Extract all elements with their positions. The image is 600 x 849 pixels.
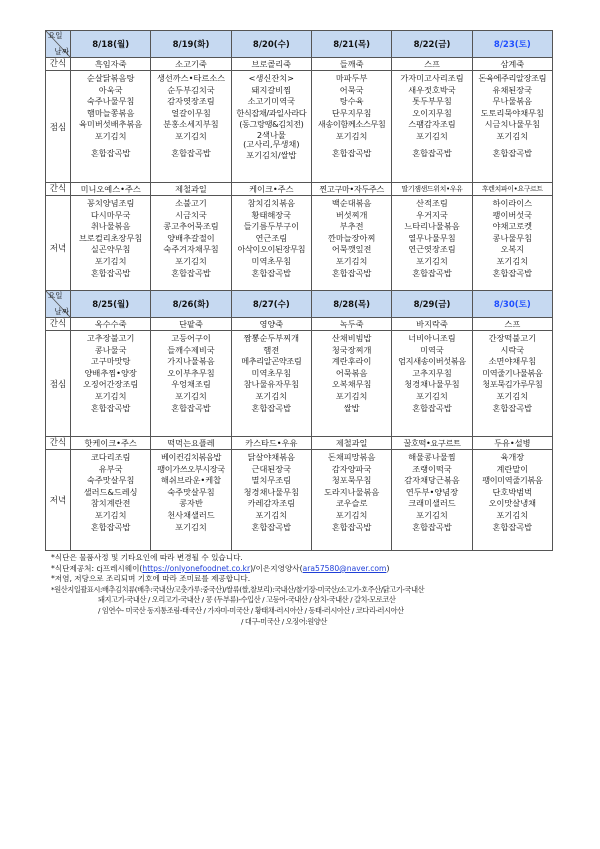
snack-cell: 미니오예스•주스 <box>71 183 151 196</box>
lunch-cell <box>392 71 472 183</box>
dish: 양배추찜•양장 <box>84 367 137 378</box>
dish: 메추리알곤약조림 <box>241 356 302 367</box>
dish: 어묵국 <box>339 84 364 95</box>
corner-label-day: 요일 <box>48 291 63 300</box>
dish: 팽이미역줄기볶음 <box>482 475 543 486</box>
dinner-row <box>46 196 553 300</box>
dish: 고구마맛탕 <box>90 356 131 367</box>
snack-cell: 영양죽 <box>231 318 311 331</box>
dish: 2색나물 (고사리,무생채) <box>243 129 300 150</box>
header-row <box>46 31 553 58</box>
dish: 포기김치 <box>255 390 288 401</box>
dish: 계란말이 <box>496 463 529 474</box>
snack-cell: 케이크•주스 <box>231 183 311 196</box>
dinner-cell <box>151 196 231 300</box>
dish: 버섯찌개 <box>335 209 368 220</box>
dish: 감자엿장조림 <box>167 96 215 107</box>
dish: 포기김치 <box>175 521 207 532</box>
dish: 포기김치 <box>416 130 448 141</box>
dish: 시금치나물무침 <box>484 119 540 130</box>
note-low-salt: *저염, 저당으로 조리되며 기호에 따라 조미료를 제공합니다. <box>51 574 251 584</box>
dish: 포기김치 <box>335 130 368 141</box>
dish: 샐러드&드레싱 <box>83 486 138 497</box>
dish: 생선까스•타르소스 <box>156 73 226 83</box>
dish: 혼합잡곡밥 <box>492 521 533 532</box>
dinner-cell <box>392 196 472 300</box>
snack-cell: 카스타드•우유 <box>231 437 311 450</box>
row-label-dinner: 저녁 <box>46 450 71 551</box>
date-header: 8/27(수) <box>231 291 311 318</box>
dish: 마파두부 <box>335 73 368 83</box>
note-origin-3: / 임연수- 미국산 동지통조림-태국산 / 가자미-미국산 / 황태채-러시아산 / 동태-러시아산 / 코다리-러시아산 <box>98 605 404 615</box>
lunch-cell <box>472 331 552 437</box>
corner-cell <box>46 291 71 318</box>
date-header: 8/22(금) <box>392 31 472 58</box>
note-provider <box>51 564 551 575</box>
dish: 혼합잡곡밥 <box>251 402 292 413</box>
dish: 숙주나물무침 <box>86 96 135 107</box>
lunch-cell <box>71 331 151 437</box>
row-label-dinner: 저녁 <box>46 196 71 300</box>
dish: 엄지새송이버섯볶음 <box>398 356 466 367</box>
snack-cell: 두유•설병 <box>472 437 552 450</box>
dish: 오복채무침 <box>331 379 372 390</box>
dish: 숙주겨자채무침 <box>163 244 219 255</box>
dish: 해쉬브라운•케찹 <box>160 475 222 486</box>
dish: 고추장불고기 <box>86 333 135 343</box>
date-header: 8/26(화) <box>151 291 231 318</box>
date-header: 8/20(수) <box>231 31 311 58</box>
dish: 천사채샐러드 <box>167 509 215 520</box>
footnotes <box>51 553 551 627</box>
dish: 포기김치 <box>416 390 448 401</box>
dish: 혼합잡곡밥 <box>492 147 533 158</box>
dish: 실곤약무침 <box>90 244 131 255</box>
corner-label-date: 날짜 <box>54 307 69 316</box>
note-change-notice: *식단은 물품사정 및 기타요인에 따라 변경될 수 있습니다. <box>51 553 243 562</box>
snack-cell: 삼계죽 <box>472 58 552 71</box>
row-label-snack: 간식 <box>46 318 71 331</box>
dish: 포기김치 <box>175 255 207 266</box>
dish: 단무지무침 <box>331 107 372 118</box>
dish: 부추전 <box>339 221 364 232</box>
dish: 꽁치양념조림 <box>86 198 135 208</box>
dish: 혼합잡곡밥 <box>171 402 211 413</box>
dish: 산채비빔밥 <box>331 333 372 343</box>
snack-cell: 꿀호떡•요구르트 <box>392 437 472 450</box>
afternoon-snack-row <box>46 183 553 196</box>
dish: 포기김치 <box>496 130 529 141</box>
dish: 포기김치/쌀밥 <box>246 149 297 160</box>
dish: 청포묵무침 <box>331 475 372 486</box>
date-header-saturday: 8/23(토) <box>472 31 552 58</box>
dish: 포기김치 <box>175 390 207 401</box>
snack-cell: 브로콜리죽 <box>231 58 311 71</box>
dish: 혼합잡곡밥 <box>412 147 452 158</box>
lunch-cell <box>311 71 391 183</box>
dish: 혼합잡곡밥 <box>90 267 131 278</box>
dish: 참나물유자무침 <box>243 379 299 390</box>
dish: 하이라이스 <box>492 198 533 208</box>
dish: 팽이가쓰오부시장국 <box>157 463 225 474</box>
dish: 톳두부무침 <box>412 96 452 107</box>
dinner-cell <box>472 196 552 300</box>
dish: 탕수육 <box>339 96 364 107</box>
dish: 혼합잡곡밥 <box>331 267 372 278</box>
dish: 아욱국 <box>98 84 123 95</box>
dish: 혼합잡곡밥 <box>171 267 211 278</box>
dish: 야채고로켓 <box>492 221 533 232</box>
dish: 닭살야채볶음 <box>247 452 296 462</box>
dish: 숙주맛살무침 <box>167 486 215 497</box>
dish: 미역줄기나물볶음 <box>482 367 543 378</box>
lunch-cell <box>392 331 472 437</box>
dish: 포기김치 <box>335 255 368 266</box>
date-header: 8/28(목) <box>311 291 391 318</box>
dish: 청국장찌개 <box>331 344 372 355</box>
dinner-cell <box>311 450 391 551</box>
nutritionist-email-link[interactable]: ara57580@naver.com <box>302 563 387 573</box>
dish: 콩나물국 <box>94 344 127 355</box>
dish: 포기김치 <box>416 255 448 266</box>
dish: 청포묵김가루무침 <box>482 379 543 390</box>
snack-cell: 스프 <box>472 318 552 331</box>
dish: 연근엿장조림 <box>408 244 456 255</box>
dish: 육미버섯배추볶음 <box>79 119 143 130</box>
dish: 돼지갈비찜 <box>251 84 292 95</box>
dish: 한식잡채/과일사라다 <box>236 107 307 118</box>
row-label-lunch: 점심 <box>46 331 71 437</box>
dish: 참치계란전 <box>90 498 131 509</box>
dish: 혼합잡곡밥 <box>171 147 211 158</box>
snack-cell: 스프 <box>392 58 472 71</box>
date-header: 8/19(화) <box>151 31 231 58</box>
dish: 무나물볶음 <box>492 96 533 107</box>
dish: 가지나물볶음 <box>167 356 215 367</box>
dish: 크래미샐러드 <box>408 498 456 509</box>
dish: 근대된장국 <box>251 463 292 474</box>
dish: 도토리묵야채무침 <box>480 107 544 118</box>
dish: 얼갈이무침 <box>171 107 211 118</box>
dish: 어묵깻잎전 <box>331 244 372 255</box>
snack-cell: 후렌치파이•요구르트 <box>472 183 552 196</box>
lunch-cell <box>151 331 231 437</box>
dish: 혼합잡곡밥 <box>251 521 292 532</box>
dish: 팽이버섯국 <box>492 209 533 220</box>
dinner-cell <box>71 196 151 300</box>
dish: 양배추갈절이 <box>167 232 215 243</box>
lunch-row <box>46 331 553 437</box>
dish: 오이부추무침 <box>167 367 215 378</box>
dish: 포기김치 <box>175 130 207 141</box>
dish: <생신잔치> <box>248 73 294 83</box>
dish: 혼합잡곡밥 <box>90 521 131 532</box>
dish: 어묵볶음 <box>335 367 368 378</box>
row-label-snack: 간식 <box>46 58 71 71</box>
dish: 돈육에주리알장조림 <box>478 73 547 83</box>
dinner-cell <box>151 450 231 551</box>
dish: 순두부김치국 <box>167 84 215 95</box>
dish: 혼합잡곡밥 <box>492 267 533 278</box>
dinner-row <box>46 450 553 551</box>
dish: 우엉채조림 <box>171 379 211 390</box>
dish: 혼합잡곡밥 <box>331 147 372 158</box>
dish: 미역초무침 <box>251 367 292 378</box>
dish: 고추지무침 <box>412 367 452 378</box>
header-row <box>46 291 553 318</box>
dish: 감자양파국 <box>331 463 372 474</box>
note-origin-1: *원산지일괄표시:배추김치류(배추:국내산/고춧가루:중국산)/쌀류(쌀,찰보리):국내산/찰기장-미국산/소고기-호주산/닭고기-국내산 <box>51 584 425 594</box>
dish: 포기김치 <box>94 255 127 266</box>
snack-cell: 찐고구마•자두주스 <box>311 183 391 196</box>
dish: 황태해장국 <box>251 209 292 220</box>
dish: 들깨수제비국 <box>167 344 215 355</box>
dish: 열무나물무침 <box>408 232 456 243</box>
dish: 가자미고사리조림 <box>400 73 464 83</box>
dish: 미역국 <box>420 344 444 355</box>
snack-cell: 단팥죽 <box>151 318 231 331</box>
menu-table-week1 <box>45 30 553 300</box>
snack-cell: 핫케이크•주스 <box>71 437 151 450</box>
dish: 새우젓호박국 <box>408 84 456 95</box>
dish: 혼합잡곡밥 <box>412 521 452 532</box>
morning-snack-row <box>46 318 553 331</box>
dinner-cell <box>472 450 552 551</box>
note-provider-suffix: ) <box>386 563 390 573</box>
lunch-cell <box>231 331 311 437</box>
dish: 혼합잡곡밥 <box>492 402 533 413</box>
dish: 도라지나물볶음 <box>323 486 380 497</box>
dish: 혼합잡곡밥 <box>331 521 372 532</box>
note-origin-2: 돼지고기-국내산 / 오리고기-국내산 / 콩 (두부류)-수입산 / 고등어-국내산 / 삼치-국내산 / 갈치-모로코산 <box>98 595 396 605</box>
dish: 오징어간장조림 <box>82 379 139 390</box>
dish: 쌀밥 <box>343 402 360 413</box>
dish: 조랭이떡국 <box>412 463 452 474</box>
dish: 순살닭볶음탕 <box>86 73 135 83</box>
corner-cell <box>46 31 71 58</box>
provider-website-link[interactable]: https://onlyonefoodnet.co.kr <box>142 563 251 573</box>
dish: 산적조림 <box>416 198 448 208</box>
date-header: 8/21(목) <box>311 31 391 58</box>
dish: 느타리나물볶음 <box>404 221 460 232</box>
dish: 해물콩나물찜 <box>408 452 456 462</box>
snack-cell: 딸기잼샌드위치•우유 <box>392 183 472 196</box>
note-provider-mid: )/이은지영양사( <box>250 563 303 573</box>
dish: 참치김치볶음 <box>247 198 296 208</box>
dish: 콩고추어묵조림 <box>163 221 219 232</box>
dish: 혼합잡곡밥 <box>412 402 452 413</box>
dinner-cell <box>71 450 151 551</box>
dish: 미역초무침 <box>251 255 292 266</box>
lunch-cell <box>472 71 552 183</box>
dish: 포기김치 <box>94 130 127 141</box>
dish: 유부국 <box>98 463 123 474</box>
dish: 포기김치 <box>255 509 288 520</box>
row-label-snack: 간식 <box>46 437 71 450</box>
dish: 포기김치 <box>94 390 127 401</box>
snack-cell: 소고기죽 <box>151 58 231 71</box>
dish: 포기김치 <box>94 509 127 520</box>
dish: 간장떡불고기 <box>488 333 537 343</box>
dish: 연두부•양념장 <box>405 486 459 497</box>
dish: 청경채나물무침 <box>404 379 460 390</box>
snack-cell: 제철과일 <box>311 437 391 450</box>
dinner-cell <box>231 196 311 300</box>
dish: 오이지무침 <box>412 107 452 118</box>
dish: 새송이함께소스무침 <box>317 119 386 130</box>
dish: 멸치무조림 <box>251 475 292 486</box>
dish: 시락국 <box>500 344 525 355</box>
dish: 브로컬리초장무침 <box>79 232 143 243</box>
snack-cell: 바지락죽 <box>392 318 472 331</box>
lunch-cell <box>311 331 391 437</box>
dish: 스팸감자조림 <box>408 119 456 130</box>
dish: 포기김치 <box>496 509 529 520</box>
note-origin-4: / 대구-미국산 / 오징어:원양산 <box>241 616 327 626</box>
snack-cell: 들깨죽 <box>311 58 391 71</box>
dish: 유채된장국 <box>492 84 533 95</box>
dish: 육개장 <box>500 452 525 462</box>
dish: 청경채나물무침 <box>243 486 299 497</box>
dish: 콩자반 <box>179 498 203 509</box>
corner-label-date: 날짜 <box>54 47 69 56</box>
dish: 들기름두부구이 <box>243 221 299 232</box>
lunch-row <box>46 71 553 183</box>
dish: 혼합잡곡밥 <box>90 402 131 413</box>
snack-cell: 제철과일 <box>151 183 231 196</box>
row-label-lunch: 점심 <box>46 71 71 183</box>
snack-cell: 녹두죽 <box>311 318 391 331</box>
dish: 햄마늘쫑볶음 <box>86 107 135 118</box>
note-provider-prefix: *식단제공처: cj프레시웨이( <box>51 563 143 573</box>
dish: (동그랑땡&김치전) <box>239 119 304 130</box>
morning-snack-row <box>46 58 553 71</box>
dish: 백순대볶음 <box>331 198 372 208</box>
dish: 소고기미역국 <box>247 96 296 107</box>
dish: 다시마무국 <box>90 209 131 220</box>
dish: 우거지국 <box>416 209 448 220</box>
dish: 햄전 <box>263 344 280 355</box>
row-label-snack: 간식 <box>46 183 71 196</box>
dish: 너비아니조림 <box>408 333 456 343</box>
lunch-cell <box>151 71 231 183</box>
dish: 계란후라이 <box>331 356 372 367</box>
dish: 깐마늘장아찌 <box>327 232 376 243</box>
lunch-cell <box>71 71 151 183</box>
dish: 아삭이오이된장무침 <box>237 244 306 255</box>
dish: 단호박범벅 <box>492 486 533 497</box>
snack-cell: 흑임자죽 <box>71 58 151 71</box>
dinner-cell <box>311 196 391 300</box>
afternoon-snack-row <box>46 437 553 450</box>
dish: 돈채피망볶음 <box>327 452 376 462</box>
dish: 연근조림 <box>255 232 288 243</box>
dish: 분홍소세지부침 <box>163 119 219 130</box>
dish: 오이맛살냉채 <box>488 498 537 509</box>
dish: 취나물볶음 <box>90 221 131 232</box>
snack-cell: 떡먹는요플레 <box>151 437 231 450</box>
dish: 콩나물무침 <box>492 232 533 243</box>
dinner-cell <box>231 450 311 551</box>
dinner-cell <box>392 450 472 551</box>
dish: 혼합잡곡밥 <box>412 267 452 278</box>
date-header-saturday: 8/30(토) <box>472 291 552 318</box>
dish: 소불고기 <box>175 198 207 208</box>
date-header: 8/18(월) <box>71 31 151 58</box>
menu-table-week2 <box>45 290 553 551</box>
dish: 포기김치 <box>335 390 368 401</box>
dish: 포기김치 <box>416 509 448 520</box>
dish: 감자채당근볶음 <box>404 475 460 486</box>
date-header: 8/25(월) <box>71 291 151 318</box>
dish: 카레감자조림 <box>247 498 296 509</box>
dish: 포기김치 <box>335 509 368 520</box>
dish: 혼합잡곡밥 <box>90 147 131 158</box>
dish: 시금치국 <box>175 209 207 220</box>
dish: 혼합잡곡밥 <box>251 267 292 278</box>
dish: 포기김치 <box>496 390 529 401</box>
dish: 짬뽕순두부찌개 <box>243 333 299 343</box>
dish: 오복지 <box>500 244 525 255</box>
corner-label-day: 요일 <box>48 31 63 40</box>
dish: 코다리조림 <box>90 452 131 462</box>
date-header: 8/29(금) <box>392 291 472 318</box>
dish: 베이컨김치볶음밥 <box>160 452 222 462</box>
snack-cell: 옥수수죽 <box>71 318 151 331</box>
dish: 숙주맛살무침 <box>86 475 135 486</box>
dish: 코우슬로 <box>335 498 368 509</box>
lunch-cell <box>231 71 311 183</box>
dish: 소면야채무침 <box>488 356 537 367</box>
dish: 포기김치 <box>496 255 529 266</box>
dish: 고등어구이 <box>171 333 211 343</box>
